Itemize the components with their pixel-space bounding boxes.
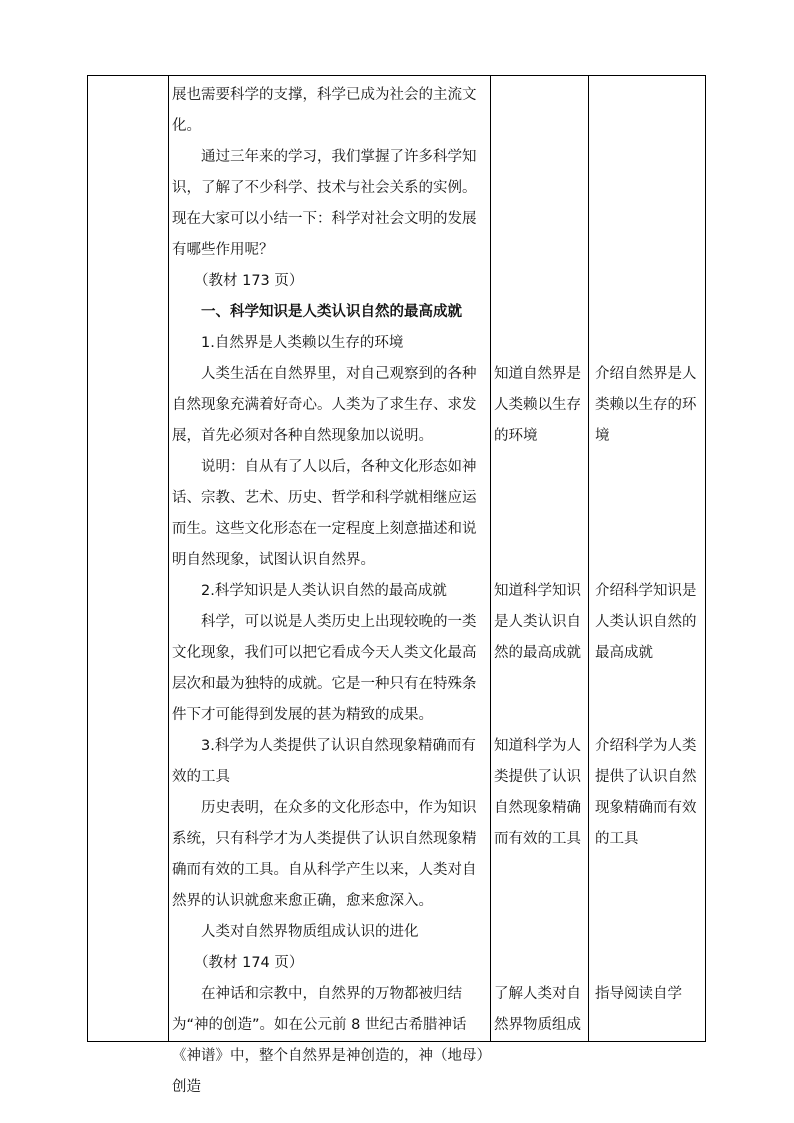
column-divider (490, 76, 491, 1041)
paragraph: 说明：自从有了人以后，各种文化形态如神话、宗教、艺术、历史、哲学和科学就相继应运而生。这些文化形态在一定程度上刻意描述和说明自然现象，试图认识自然界。 (172, 459, 477, 568)
teacher-activity: 介绍科学知识是人类认识自然的最高成就 (595, 583, 697, 661)
learning-goal: 知道科学为人类提供了认识自然现象精确而有效的工具 (494, 738, 581, 847)
subheading: 3.科学为人类提供了认识自然现象精确而有效的工具 (172, 738, 476, 785)
paragraph: 人类生活在自然界里，对自己观察到的各种自然现象充满着好奇心。人类为了求生存、求发展，首先必须对各种自然现象加以说明。 (172, 366, 477, 444)
teacher-activity: 指导阅读自学 (595, 986, 682, 1002)
paragraph: 展也需要科学的支撑，科学已成为社会的主流文化。 (172, 87, 477, 134)
paragraph: 在神话和宗教中，自然界的万物都被归结为“神的创造”。如在公元前 8 世纪古希腊神话《神谱》中，整个自然界是神创造的，神（地母）创造 (172, 986, 484, 1095)
lesson-table (87, 75, 706, 1095)
textbook-reference: （教材 174 页） (194, 955, 304, 971)
paragraph: 科学，可以说是人类历史上出现较晚的一类文化现象，我们可以把它看成今天人类文化最高层次和最为独特的成就。它是一种只有在特殊条件下才可能得到发展的甚为精致的成果。 (172, 614, 477, 723)
teacher-activity: 介绍自然界是人类赖以生存的环境 (595, 366, 697, 444)
textbook-reference: （教材 173 页） (194, 273, 304, 289)
learning-goal: 了解人类对自然界物质组成 (494, 986, 581, 1033)
subheading: 2.科学知识是人类认识自然的最高成就 (201, 583, 447, 599)
paragraph: 历史表明，在众多的文化形态中，作为知识系统，只有科学才为人类提供了认识自然现象精确而有效的工具。自从科学产生以来，人类对自然界的认识就愈来愈正确，愈来愈深入。 (172, 800, 477, 909)
paragraph: 通过三年来的学习，我们掌握了许多科学知识，了解了不少科学、技术与社会关系的实例。现在大家可以小结一下：科学对社会文明的发展有哪些作用呢？ (172, 149, 477, 258)
learning-goal: 知道科学知识是人类认识自然的最高成就 (494, 583, 581, 661)
column-divider (168, 76, 169, 1041)
learning-goal: 知道自然界是人类赖以生存的环境 (494, 366, 581, 444)
column-divider (588, 76, 589, 1041)
main-content-column (172, 80, 490, 1103)
teacher-activity: 介绍科学为人类提供了认识自然现象精确而有效的工具 (595, 738, 697, 847)
subheading: 人类对自然界物质组成认识的进化 (201, 924, 419, 940)
subheading: 1.自然界是人类赖以生存的环境 (201, 335, 404, 351)
section-heading: 一、科学知识是人类认识自然的最高成就 (201, 304, 462, 320)
